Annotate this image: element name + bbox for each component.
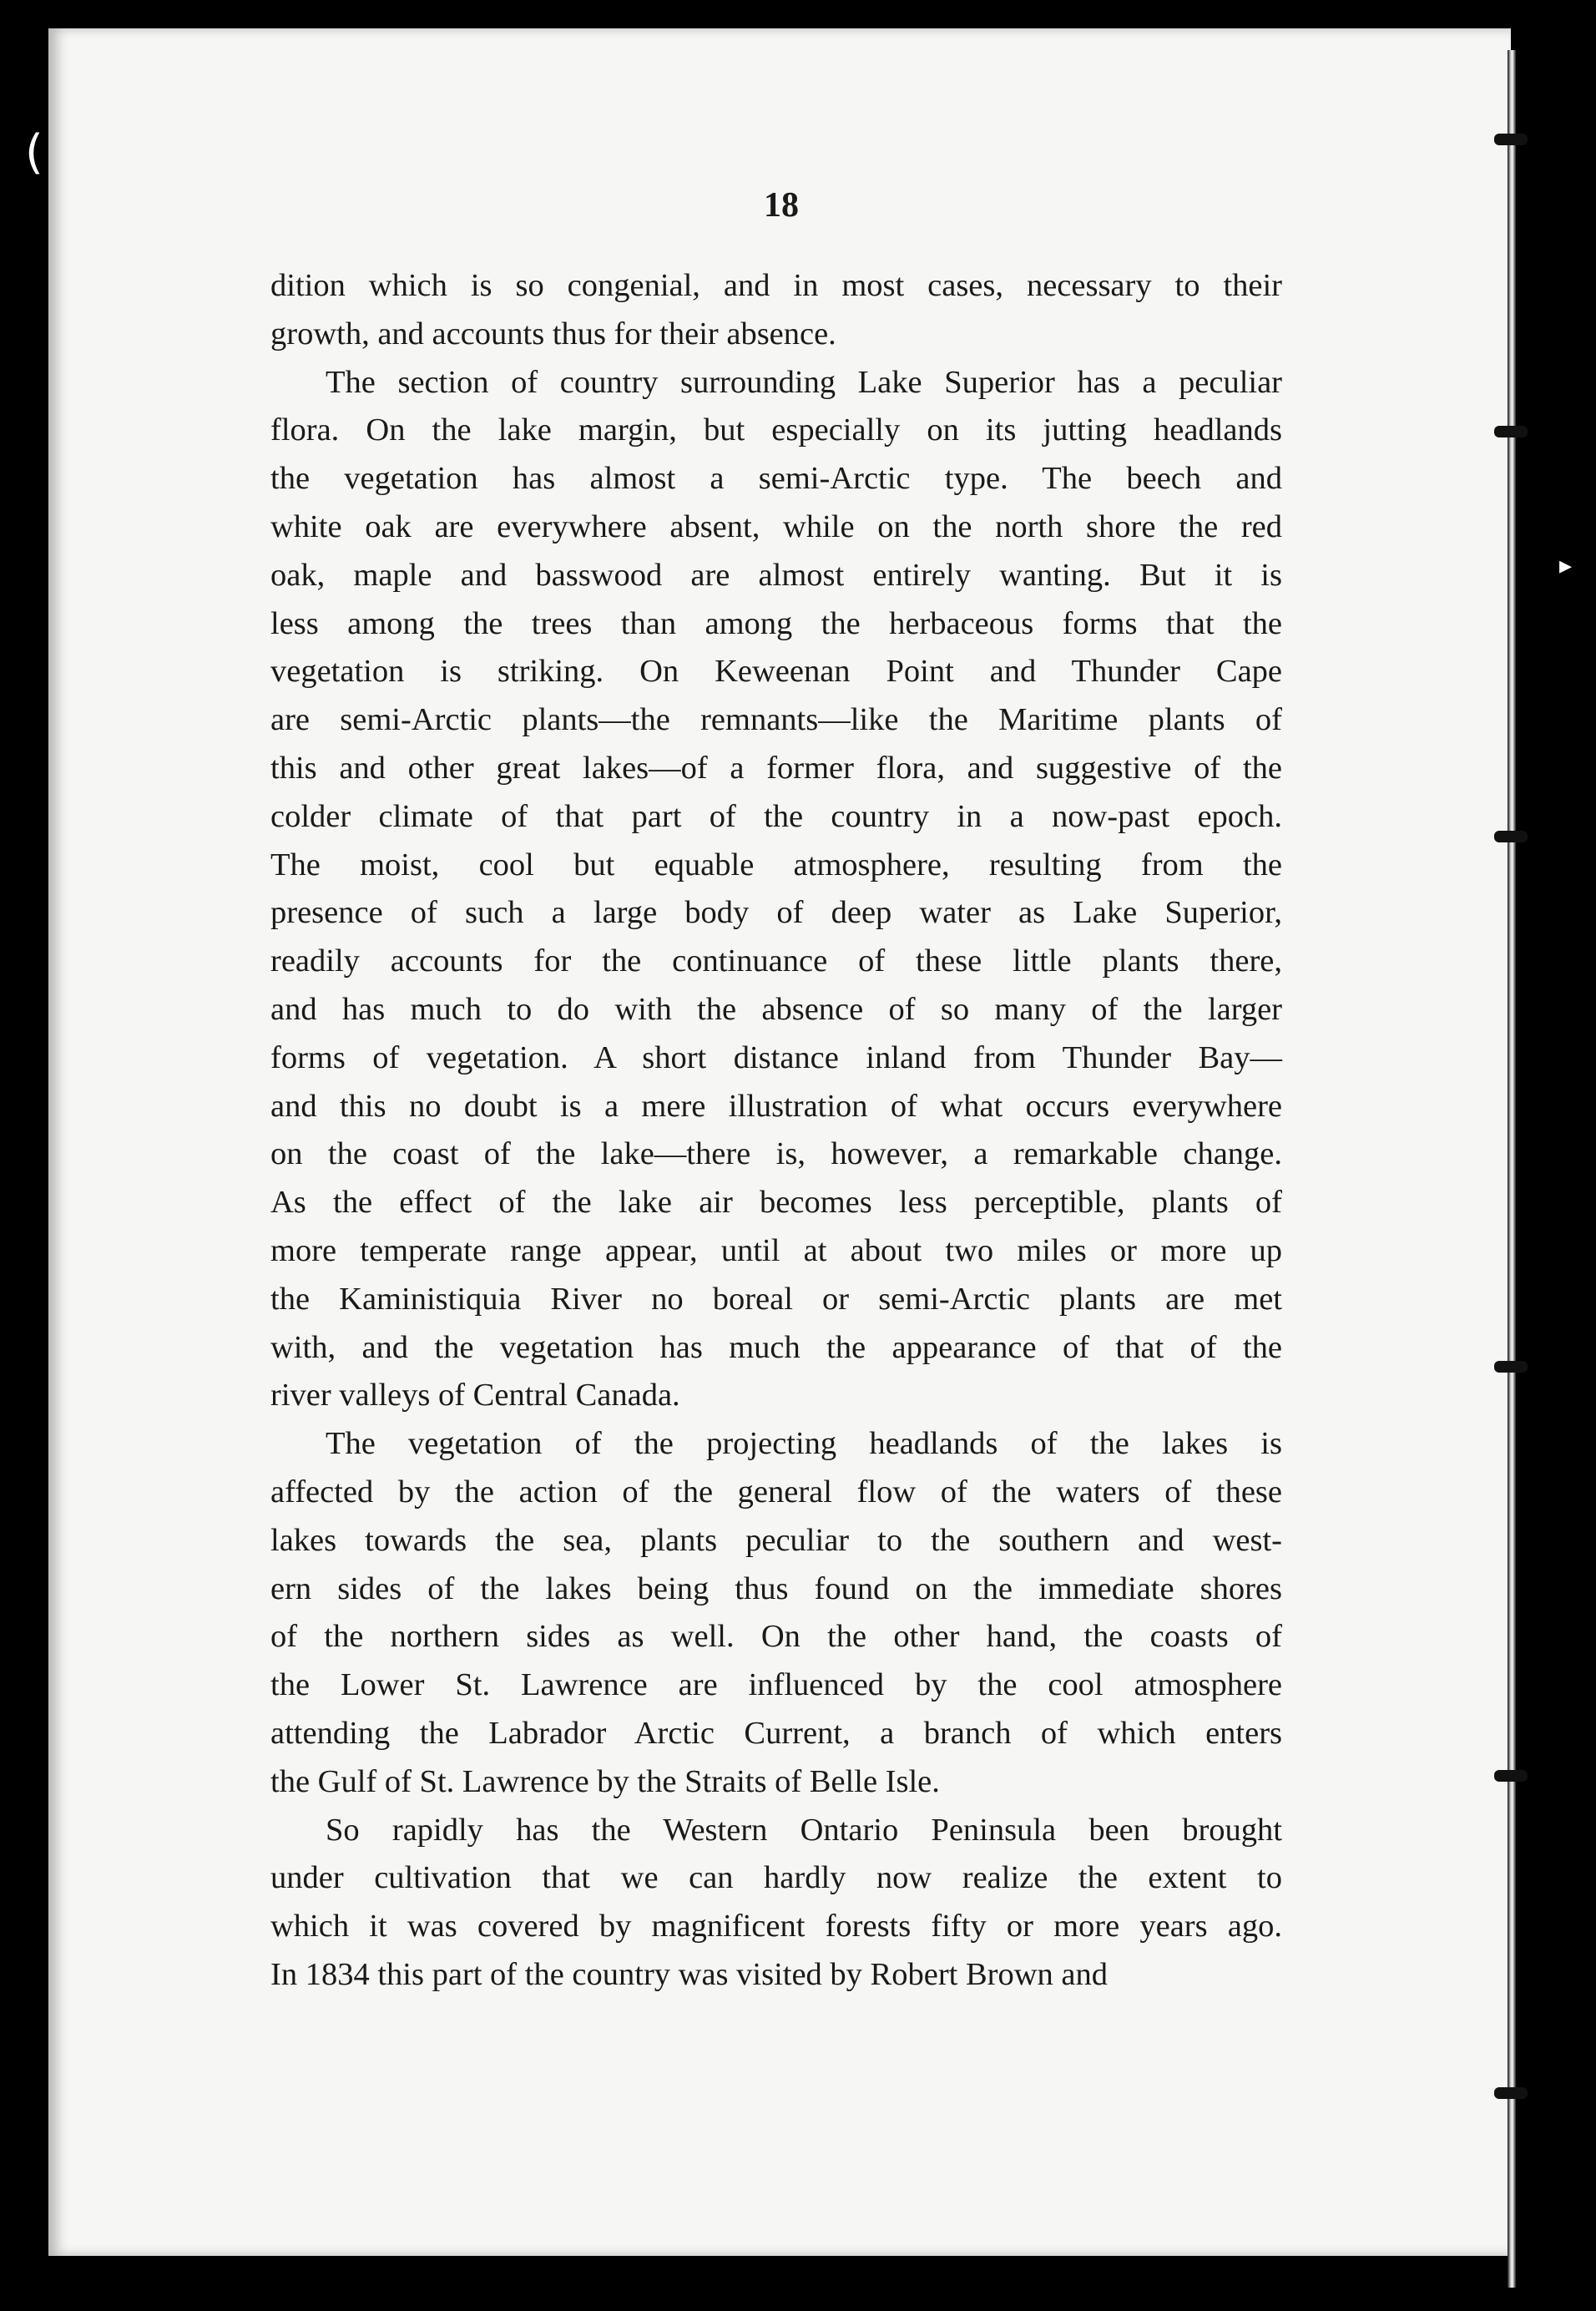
text-line: the Gulf of St. Lawrence by the Straits of Belle Isle.: [270, 1763, 940, 1799]
text-line: are semi-Arctic plants—the remnants—like the Maritime plants of: [270, 702, 1282, 738]
text-line: dition which is so congenial, and in most cases, necessary to their: [270, 268, 1282, 303]
paragraph: [270, 1420, 1282, 1806]
text-line: In 1834 this part of the country was visited by Robert Brown and: [270, 1956, 1108, 1992]
text-line: presence of such a large body of deep water as Lake Superior,: [270, 895, 1282, 931]
paragraph: [270, 359, 1282, 1421]
binding-stitch: [1494, 2087, 1528, 2099]
text-line: the Kaministiquia River no boreal or semi-Arctic plants are met: [270, 1281, 1282, 1317]
text-line: colder climate of that part of the country in a now-past epoch.: [270, 798, 1282, 834]
text-line: readily accounts for the continuance of these little plants there,: [270, 943, 1282, 979]
paragraph: [270, 1807, 1282, 2000]
text-line: white oak are everywhere absent, while on the north shore the red: [270, 508, 1282, 544]
text-line: less among the trees than among the herbaceous forms that the: [270, 605, 1282, 641]
scan-edge-arrow: ▸: [1559, 551, 1573, 580]
text-line: The vegetation of the projecting headlands of the lakes is: [326, 1426, 1282, 1462]
text-line: of the northern sides as well. On the other hand, the coasts of: [270, 1619, 1282, 1655]
scan-edge-bracket: (: [25, 125, 43, 180]
page-binding-edge: [1508, 50, 1516, 2288]
page-number: 18: [764, 186, 799, 225]
text-line: with, and the vegetation has much the appearance of that of the: [270, 1329, 1282, 1365]
binding-stitch: [1494, 1770, 1528, 1782]
text-line: So rapidly has the Western Ontario Peninsula been brought: [326, 1812, 1282, 1848]
text-line: the vegetation has almost a semi-Arctic type. The beech and: [270, 461, 1282, 497]
binding-stitch: [1494, 426, 1528, 437]
text-line: growth, and accounts thus for their absence.: [270, 316, 836, 351]
text-line: the Lower St. Lawrence are influenced by the cool atmosphere: [270, 1667, 1282, 1703]
text-line: which it was covered by magnificent forests fifty or more years ago.: [270, 1909, 1282, 1944]
text-line: The moist, cool but equable atmosphere, resulting from the: [270, 847, 1282, 882]
text-line: oak, maple and basswood are almost entirely wanting. But it is: [270, 557, 1282, 593]
text-line: more temperate range appear, until at about two miles or more up: [270, 1232, 1282, 1268]
text-line: attending the Labrador Arctic Current, a branch of which enters: [270, 1715, 1282, 1751]
text-line: vegetation is striking. On Keweenan Point and Thunder Cape: [270, 654, 1282, 690]
text-line: affected by the action of the general flow of the waters of these: [270, 1474, 1282, 1509]
text-line: river valleys of Central Canada.: [270, 1378, 680, 1413]
text-line: ern sides of the lakes being thus found on the immediate shores: [270, 1570, 1282, 1606]
text-line: The section of country surrounding Lake Superior has a peculiar: [326, 364, 1282, 400]
text-line: lakes towards the sea, plants peculiar to the southern and west-: [270, 1522, 1282, 1558]
text-line: this and other great lakes—of a former flora, and suggestive of the: [270, 750, 1282, 786]
binding-stitch: [1494, 831, 1528, 842]
body-text: [270, 262, 1282, 2000]
text-line: and has much to do with the absence of so many of the larger: [270, 991, 1282, 1027]
text-line: and this no doubt is a mere illustration of what occurs everywhere: [270, 1088, 1282, 1124]
binding-stitch: [1494, 134, 1528, 145]
text-line: As the effect of the lake air becomes less perceptible, plants of: [270, 1185, 1282, 1221]
text-line: flora. On the lake margin, but especially on its jutting headlands: [270, 412, 1282, 448]
paragraph: [270, 262, 1282, 359]
text-line: forms of vegetation. A short distance inland from Thunder Bay—: [270, 1039, 1282, 1075]
binding-stitch: [1494, 1361, 1528, 1373]
text-line: under cultivation that we can hardly now realize the extent to: [270, 1860, 1282, 1896]
text-line: on the coast of the lake—there is, however, a remarkable change.: [270, 1136, 1282, 1172]
